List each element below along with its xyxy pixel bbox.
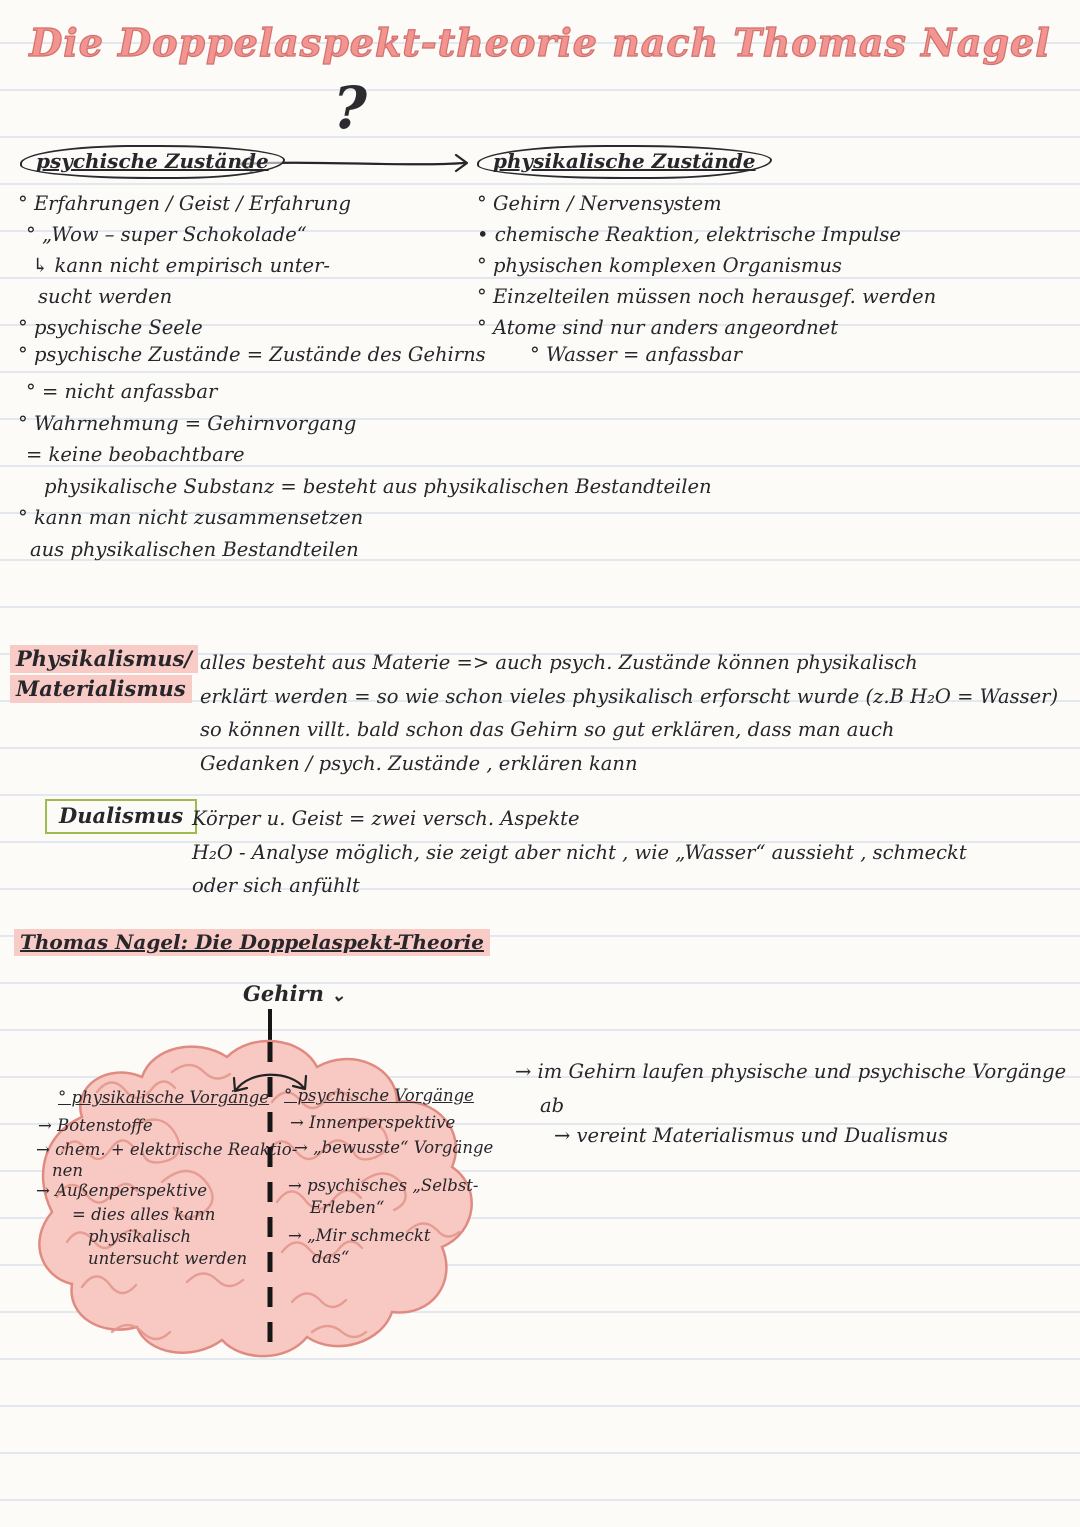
- note-line: aus physikalischen Bestandteilen: [30, 537, 359, 561]
- note-line: • chemische Reaktion, elektrische Impulse: [477, 223, 901, 246]
- note-line: = dies alles kann: [72, 1205, 216, 1224]
- right-column: [477, 188, 1077, 343]
- heading-physikalische-zustaende: [477, 145, 772, 179]
- note-line: → chem. + elektrische Reaktio-: [36, 1140, 298, 1159]
- note-line: ° = nicht anfassbar: [26, 380, 218, 403]
- note-line: oder sich anfühlt: [192, 874, 360, 897]
- note-line: alles besteht aus Materie => auch psych. Zustände können physikalisch: [200, 651, 918, 674]
- physikalismus-label-line2: Materialismus: [10, 675, 192, 703]
- note-line: → Botenstoffe: [38, 1116, 153, 1135]
- dualismus-label: [45, 799, 197, 834]
- note-line: ° psychische Seele: [18, 316, 203, 339]
- note-line: das“: [312, 1248, 350, 1267]
- note-line: untersucht werden: [88, 1249, 248, 1268]
- left-column: [18, 188, 473, 343]
- physikalismus-label-line1: Physikalismus/: [10, 645, 198, 673]
- note-line: erklärt werden = so wie schon vieles physikalisch erforscht wurde (z.B H₂O = Wasser): [200, 684, 1059, 708]
- note-line: → psychisches „Selbst-: [288, 1176, 479, 1195]
- merged-row-right: ° Wasser = anfassbar: [530, 343, 743, 366]
- note-line: ° Atome sind nur anders angeordnet: [477, 316, 839, 339]
- note-line: → „bewusste“ Vorgänge: [294, 1138, 494, 1157]
- note-line: ° Gehirn / Nervensystem: [477, 192, 722, 215]
- section-heading-wrap: [14, 930, 490, 954]
- note-line: so können villt. bald schon das Gehirn so gut erklären, dass man auch: [200, 718, 895, 741]
- note-line: ° Erfahrungen / Geist / Erfahrung: [18, 192, 351, 215]
- note-line: Gedanken / psych. Zustände , erklären kann: [200, 751, 638, 775]
- page-title: Die Doppelaspekt-theorie nach Thomas Nagel: [29, 20, 1051, 65]
- note-line: ° „Wow – super Schokolade“: [26, 223, 307, 246]
- side-note-line: → im Gehirn laufen physische und psychische Vorgänge: [515, 1060, 1067, 1083]
- heading-psychische-zustaende: [20, 145, 285, 179]
- physikalismus-text: [200, 646, 1070, 780]
- note-line: H₂O - Analyse möglich, sie zeigt aber nicht , wie „Wasser“ aussieht , schmeckt: [192, 840, 967, 864]
- left-heading-label: psychische Zustände: [36, 149, 269, 173]
- dualismus-label-text: Dualismus: [59, 803, 184, 828]
- brain-label: [243, 981, 345, 1006]
- left-column-continued: [18, 376, 778, 565]
- note-line: physikalische Substanz = besteht aus physikalischen Bestandteilen: [44, 474, 712, 498]
- note-line: sucht werden: [38, 285, 173, 308]
- note-line: → „Mir schmeckt: [288, 1226, 431, 1245]
- note-line: ↳ kann nicht empirisch unter-: [32, 254, 331, 277]
- right-heading-label: physikalische Zustände: [493, 149, 756, 173]
- brain-left-heading: ° physikalische Vorgänge: [58, 1088, 270, 1107]
- note-line: Erleben“: [310, 1198, 385, 1217]
- note-line: → Innenperspektive: [290, 1113, 456, 1132]
- note-line: → Außenperspektive: [36, 1181, 208, 1200]
- question-mark: ?: [333, 74, 367, 142]
- note-line: ° Einzelteilen müssen noch herausgef. werden: [477, 285, 937, 308]
- note-line: = keine beobachtbare: [26, 443, 245, 466]
- section-heading: Thomas Nagel: Die Doppelaspekt-Theorie: [14, 929, 490, 956]
- curve-down-icon: ⌄: [331, 986, 346, 1006]
- merged-row-left: ° psychische Zustände = Zustände des Gehirns: [18, 343, 486, 366]
- side-note-line: ab: [540, 1094, 565, 1117]
- note-line: ° physischen komplexen Organismus: [477, 254, 842, 277]
- note-line: ° Wahrnehmung = Gehirnvorgang: [18, 411, 357, 435]
- note-line: ° kann man nicht zusammensetzen: [18, 506, 364, 529]
- brain-label-text: Gehirn: [243, 981, 324, 1006]
- physikalismus-label: [10, 646, 200, 701]
- brain-right-heading: ° psychische Vorgänge: [284, 1086, 474, 1105]
- note-line: physikalisch: [88, 1227, 191, 1246]
- side-note-line: → vereint Materialismus und Dualismus: [554, 1124, 948, 1147]
- dualismus-text: [192, 802, 1062, 903]
- note-line: Körper u. Geist = zwei versch. Aspekte: [192, 807, 580, 830]
- note-line: nen: [52, 1161, 84, 1180]
